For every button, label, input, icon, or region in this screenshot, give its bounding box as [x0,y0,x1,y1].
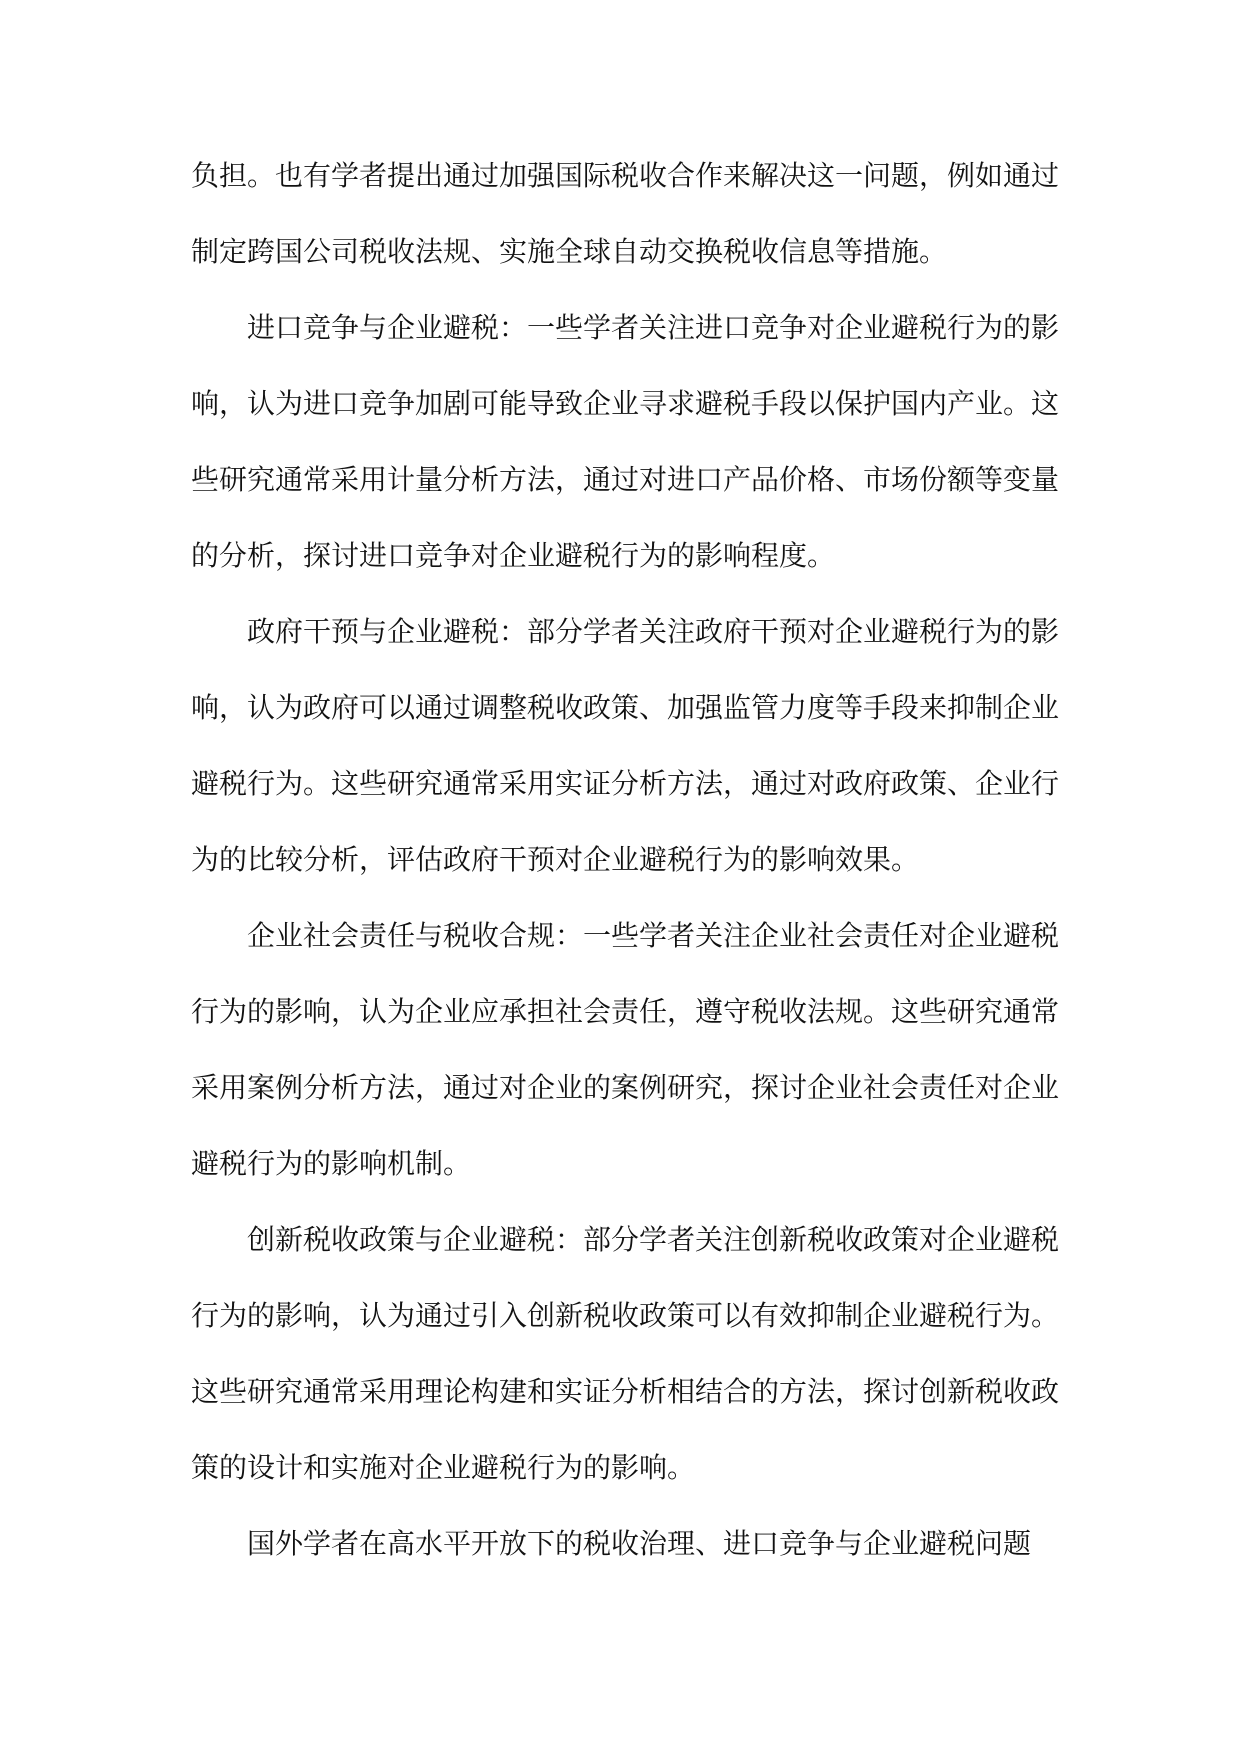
paragraph-social-responsibility: 企业社会责任与税收合规：一些学者关注企业社会责任对企业避税行为的影响，认为企业应承担社会责任，遵守税收法规。这些研究通常采用案例分析方法，通过对企业的案例研究，探讨企业社会责任对企业避税行为的影响机制。 [191,919,1060,1180]
paragraph-innovative-policy: 创新税收政策与企业避税：部分学者关注创新税收政策对企业避税行为的影响，认为通过引入创新税收政策可以有效抑制企业避税行为。这些研究通常采用理论构建和实证分析相结合的方法，探讨创新税收政策的设计和实施对企业避税行为的影响。 [191,1223,1060,1484]
paragraph-government-intervention: 政府干预与企业避税：部分学者关注政府干预对企业避税行为的影响，认为政府可以通过调整税收政策、加强监管力度等手段来抑制企业避税行为。这些研究通常采用实证分析方法，通过对政府政策、企业行为的比较分析，评估政府干预对企业避税行为的影响效果。 [191,615,1060,876]
body-text [191,138,1059,1582]
paragraph-import-competition: 进口竞争与企业避税：一些学者关注进口竞争对企业避税行为的影响，认为进口竞争加剧可能导致企业寻求避税手段以保护国内产业。这些研究通常采用计量分析方法，通过对进口产品价格、市场份额等变量的分析，探讨进口竞争对企业避税行为的影响程度。 [191,311,1060,572]
paragraph-continued: 负担。也有学者提出通过加强国际税收合作来解决这一问题，例如通过制定跨国公司税收法规、实施全球自动交换税收信息等措施。 [191,159,1060,268]
paragraph-foreign-scholars: 国外学者在高水平开放下的税收治理、进口竞争与企业避税问题 [247,1527,1032,1560]
